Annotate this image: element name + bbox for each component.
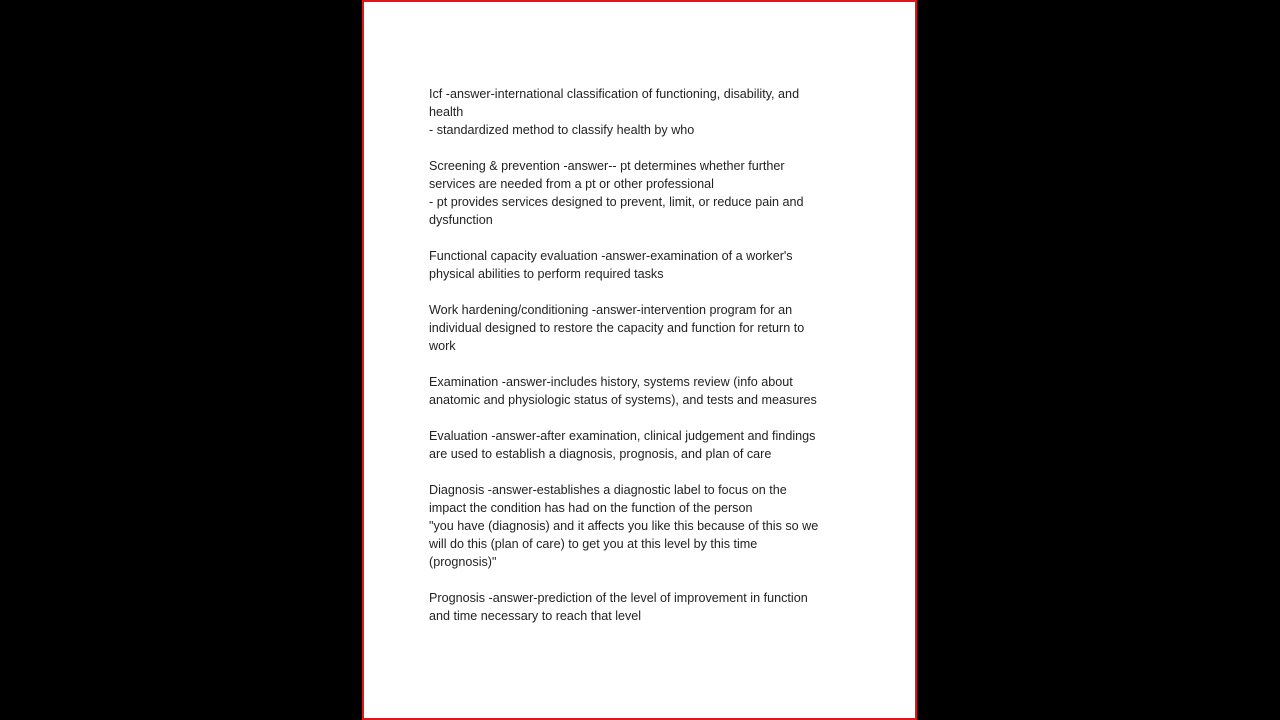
entry-line: physical abilities to perform required tasks xyxy=(429,267,664,281)
entry-line: Icf -answer-international classification of functioning, disability, and xyxy=(429,87,800,101)
entry-work-hardening xyxy=(429,301,854,355)
entry-line: Examination -answer-includes history, systems review (info about xyxy=(429,375,793,389)
entry-line: are used to establish a diagnosis, prognosis, and plan of care xyxy=(429,447,772,461)
entry-line: Diagnosis -answer-establishes a diagnostic label to focus on the xyxy=(429,483,787,497)
entry-line: Work hardening/conditioning -answer-intervention program for an xyxy=(429,303,793,317)
entry-line: impact the condition has had on the function of the person xyxy=(429,501,753,515)
entry-line: - pt provides services designed to prevent, limit, or reduce pain and xyxy=(429,195,804,209)
entry-examination xyxy=(429,373,854,409)
entry-line: dysfunction xyxy=(429,213,493,227)
entry-line: and time necessary to reach that level xyxy=(429,609,642,623)
entry-line: anatomic and physiologic status of systems), and tests and measures xyxy=(429,393,817,407)
entry-line: health xyxy=(429,105,464,119)
entry-functional-capacity-evaluation xyxy=(429,247,854,283)
entry-line: (prognosis)" xyxy=(429,555,497,569)
entry-line: individual designed to restore the capacity and function for return to xyxy=(429,321,805,335)
entry-line: will do this (plan of care) to get you at this level by this time xyxy=(429,537,758,551)
entry-line: - standardized method to classify health by who xyxy=(429,123,695,137)
entry-line: Screening & prevention -answer-- pt determines whether further xyxy=(429,159,785,173)
entry-diagnosis xyxy=(429,481,854,571)
document-body xyxy=(429,85,854,643)
entry-line: Functional capacity evaluation -answer-examination of a worker's xyxy=(429,249,793,263)
entry-evaluation xyxy=(429,427,854,463)
entry-screening-prevention xyxy=(429,157,854,229)
entry-line: "you have (diagnosis) and it affects you like this because of this so we xyxy=(429,519,819,533)
entry-line: Evaluation -answer-after examination, clinical judgement and findings xyxy=(429,429,816,443)
entry-prognosis xyxy=(429,589,854,625)
document-page xyxy=(362,0,917,720)
entry-line: services are needed from a pt or other professional xyxy=(429,177,714,191)
entry-line: Prognosis -answer-prediction of the level of improvement in function xyxy=(429,591,808,605)
entry-line: work xyxy=(429,339,456,353)
entry-icf xyxy=(429,85,854,139)
